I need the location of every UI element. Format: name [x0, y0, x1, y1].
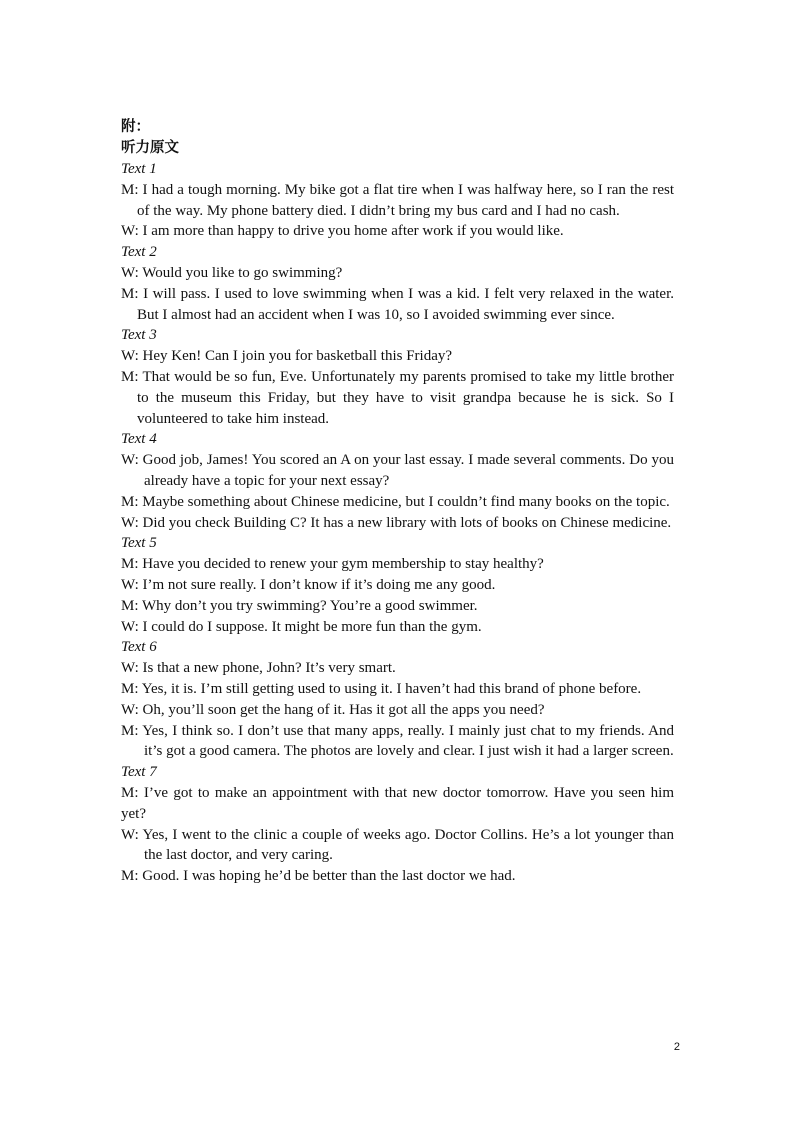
dialogue-line: M: Maybe something about Chinese medicine, but I couldn’t find many books on the topic. [121, 493, 670, 510]
page-number: 2 [673, 1041, 680, 1053]
transcript-content [121, 117, 674, 887]
dialogue-line: W: I am more than happy to drive you home after work if you would like. [121, 223, 564, 240]
dialogue-line: W: Oh, you’ll soon get the hang of it. Has it got all the apps you need? [121, 701, 545, 718]
text-label: Text 2 [121, 244, 157, 261]
dialogue-line: M: Have you decided to renew your gym membership to stay healthy? [121, 556, 544, 573]
dialogue-line: M: Good. I was hoping he’d be better than the last doctor we had. [121, 868, 516, 885]
section-title: 听力原文 [121, 140, 179, 156]
dialogue-line: M: That would be so fun, Eve. Unfortunately my parents promised to take my little brother to the museum this Friday, but they have to visit grandpa because he is sick. So I volunteered to take him instead. [121, 368, 674, 427]
text-label: Text 7 [121, 764, 157, 781]
dialogue-line: M: Yes, I think so. I don’t use that many apps, really. I mainly just chat to my friends. And it’s got a good camera. The photos are lovely and clear. I just wish it had a larger screen. [121, 722, 674, 760]
text-label: Text 5 [121, 535, 157, 552]
text-label: Text 1 [121, 161, 157, 177]
appendix-label: 附： [121, 119, 150, 135]
dialogue-line: M: I’ve got to make an appointment with that new doctor tomorrow. Have you seen him yet? [121, 784, 674, 822]
dialogue-line: W: I could do I suppose. It might be more fun than the gym. [121, 618, 482, 635]
dialogue-line: W: I’m not sure really. I don’t know if it’s doing me any good. [121, 576, 496, 593]
dialogue-line: W: Did you check Building C? It has a new library with lots of books on Chinese medicine. [121, 514, 672, 531]
dialogue-line: M: Why don’t you try swimming? You’re a good swimmer. [121, 597, 478, 614]
dialogue-line: M: Yes, it is. I’m still getting used to using it. I haven’t had this brand of phone before. [121, 680, 642, 697]
text-label: Text 4 [121, 431, 157, 448]
dialogue-line: W: Would you like to go swimming? [121, 264, 343, 281]
dialogue-line: W: Is that a new phone, John? It’s very smart. [121, 660, 396, 677]
dialogue-line: W: Good job, James! You scored an A on your last essay. I made several comments. Do you already have a topic for your next essay? [121, 452, 674, 489]
text-label: Text 6 [121, 639, 157, 656]
dialogue-line: M: I will pass. I used to love swimming when I was a kid. I felt very relaxed in the water. But I almost had an accident when I was 10, so I avoided swimming ever since. [121, 285, 674, 323]
dialogue-line: W: Yes, I went to the clinic a couple of weeks ago. Doctor Collins. He’s a lot younger than the last doctor, and very caring. [121, 826, 674, 864]
dialogue-line: W: Hey Ken! Can I join you for basketball this Friday? [121, 348, 453, 365]
dialogue-line: M: I had a tough morning. My bike got a flat tire when I was halfway here, so I ran the rest of the way. My phone battery died. I didn’t bring my bus card and I had no cash. [121, 181, 674, 219]
text-label: Text 3 [121, 327, 157, 344]
